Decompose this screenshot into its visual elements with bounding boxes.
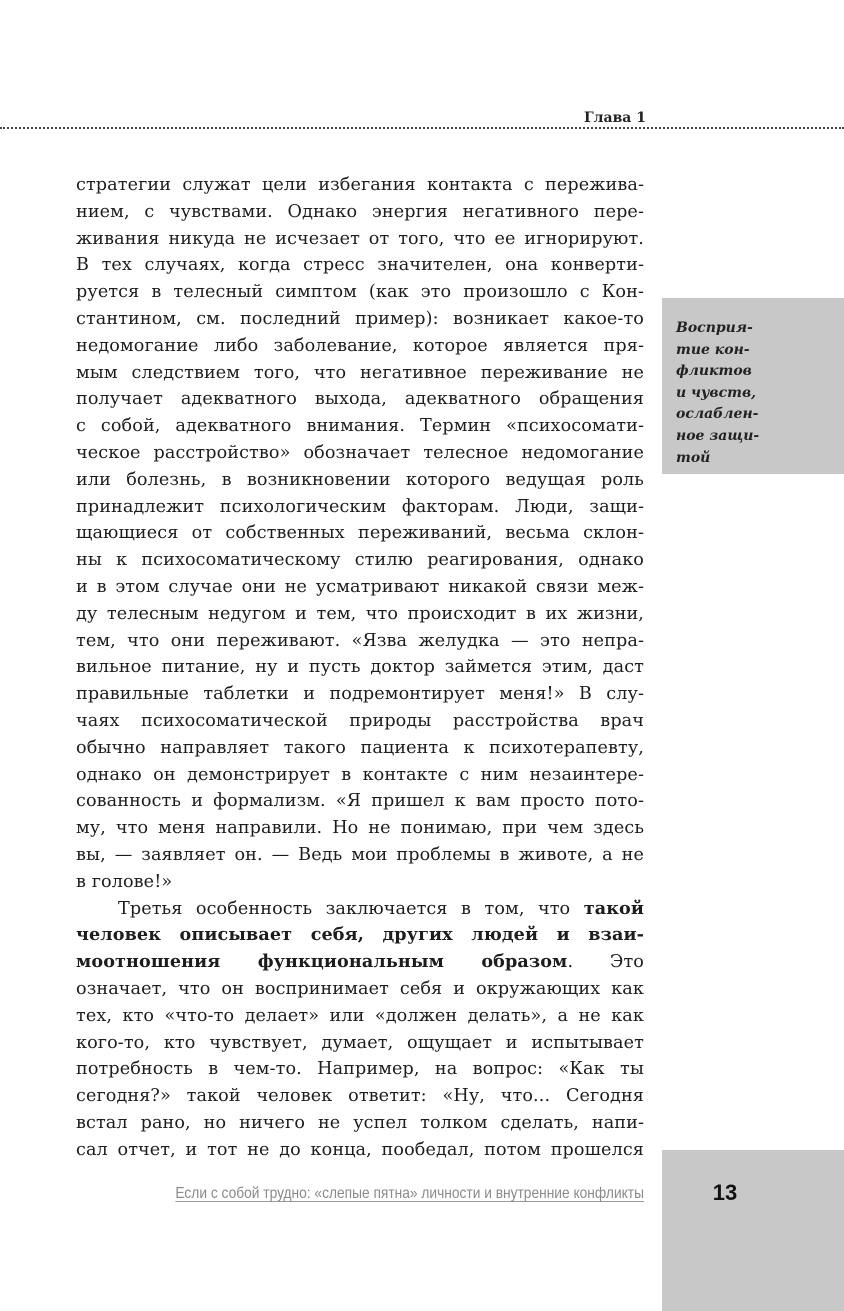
text-line: обычно направляет такого пациента к психотерапевту, bbox=[76, 737, 644, 758]
text-run: Третья особенность заключается в том, что bbox=[118, 898, 584, 919]
text-line bbox=[76, 922, 644, 949]
body-text bbox=[76, 172, 644, 1163]
text-line: мым следствием того, что негативное переживание не bbox=[76, 362, 644, 383]
text-line: сегодня?» такой человек ответит: «Ну, что... Сегодня bbox=[76, 1086, 644, 1107]
emphasis-run: человек описывает себя, других людей и взаи- bbox=[76, 924, 644, 946]
chapter-title: Глава 1 bbox=[583, 110, 646, 126]
text-line: стратегии служат цели избегания контакта с пережива- bbox=[76, 175, 644, 195]
margin-note-line: той bbox=[676, 449, 711, 466]
text-line: недомогание либо заболевание, которое является пря- bbox=[76, 335, 644, 356]
margin-note-line: Восприя- bbox=[676, 320, 753, 336]
text-line: принадлежит психологическим факторам. Люди, защи- bbox=[76, 496, 644, 517]
page-number-band bbox=[662, 1150, 844, 1311]
text-line: ческое расстройство» обозначает телесное недомогание bbox=[76, 442, 644, 463]
text-line: ду телесным недугом и тем, что происходит в их жизни, bbox=[76, 603, 644, 624]
margin-note-box bbox=[662, 298, 844, 474]
text-line: потребность в чем-то. Например, на вопрос: «Как ты bbox=[76, 1059, 644, 1080]
page-number: 13 bbox=[712, 1180, 738, 1205]
margin-note-line: тие кон- bbox=[676, 341, 750, 358]
text-line bbox=[76, 949, 644, 976]
text-line: означает, что он воспринимает себя и окружающих как bbox=[76, 978, 644, 999]
text-line: вильное питание, ну и пусть доктор займется этим, даст bbox=[76, 657, 644, 678]
text-line: тех, кто «что-то делает» или «должен делать», а не как bbox=[76, 1005, 644, 1026]
margin-note-line: фликтов bbox=[676, 363, 752, 380]
text-line: встал рано, но ничего не успел толком сделать, напи- bbox=[76, 1112, 644, 1133]
text-line: с собой, адекватного внимания. Термин «психосомати- bbox=[76, 416, 644, 437]
margin-note-line: и чувств, bbox=[676, 384, 757, 401]
text-line: вы, — заявляет он. — Ведь мои проблемы в животе, а не bbox=[76, 844, 644, 865]
text-line bbox=[76, 896, 644, 923]
paragraph-1 bbox=[76, 172, 644, 896]
text-line: в голове!» bbox=[76, 871, 173, 892]
text-line: сованность и формализм. «Я пришел к вам просто пото- bbox=[76, 791, 644, 812]
emphasis-run: такой bbox=[583, 897, 644, 919]
running-footer-title: Если с собой трудно: «слепые пятна» личности и внутренние конфликты bbox=[175, 1185, 645, 1202]
margin-note-line: ослаблен- bbox=[676, 406, 759, 423]
text-line: щающиеся от собственных переживаний, весьма склон- bbox=[76, 523, 644, 544]
margin-note-line: ное защи- bbox=[676, 427, 760, 444]
text-line: живания никуда не исчезает от того, что ее игнорируют. bbox=[76, 228, 644, 249]
text-line: правильные таблетки и подремонтирует меня!» В слу- bbox=[76, 684, 644, 705]
text-line: кого-то, кто чувствует, думает, ощущает и испытывает bbox=[76, 1032, 644, 1053]
text-line: чаях психосоматической природы расстройства врач bbox=[76, 710, 644, 731]
text-run: . Это bbox=[567, 952, 644, 973]
text-line: сал отчет, и тот не до конца, пообедал, потом прошелся bbox=[76, 1139, 644, 1160]
text-line: В тех случаях, когда стресс значителен, она конверти- bbox=[76, 255, 644, 276]
header-dotted-rule bbox=[0, 127, 844, 129]
text-line: тем, что они переживают. «Язва желудка — это непра- bbox=[76, 630, 644, 651]
paragraph-2 bbox=[76, 896, 644, 1164]
text-line: однако он демонстрирует в контакте с ним незаинтере- bbox=[76, 764, 644, 785]
text-line: ны к психосоматическому стилю реагирования, однако bbox=[76, 550, 644, 571]
text-line: му, что меня направили. Но не понимаю, при чем здесь bbox=[76, 818, 644, 839]
text-line: получает адекватного выхода, адекватного обращения bbox=[76, 389, 644, 410]
text-line: стантином, см. последний пример): возникает какое-то bbox=[76, 308, 644, 329]
text-line: или болезнь, в возникновении которого ведущая роль bbox=[76, 469, 644, 490]
text-line: и в этом случае они не усматривают никакой связи меж- bbox=[76, 576, 644, 597]
margin-note-text bbox=[676, 318, 836, 469]
text-line: руется в телесный симптом (как это произошло с Кон- bbox=[76, 282, 644, 303]
text-line: нием, с чувствами. Однако энергия негативного пере- bbox=[76, 201, 644, 222]
emphasis-run: моотношения функциональным образом bbox=[76, 951, 568, 973]
